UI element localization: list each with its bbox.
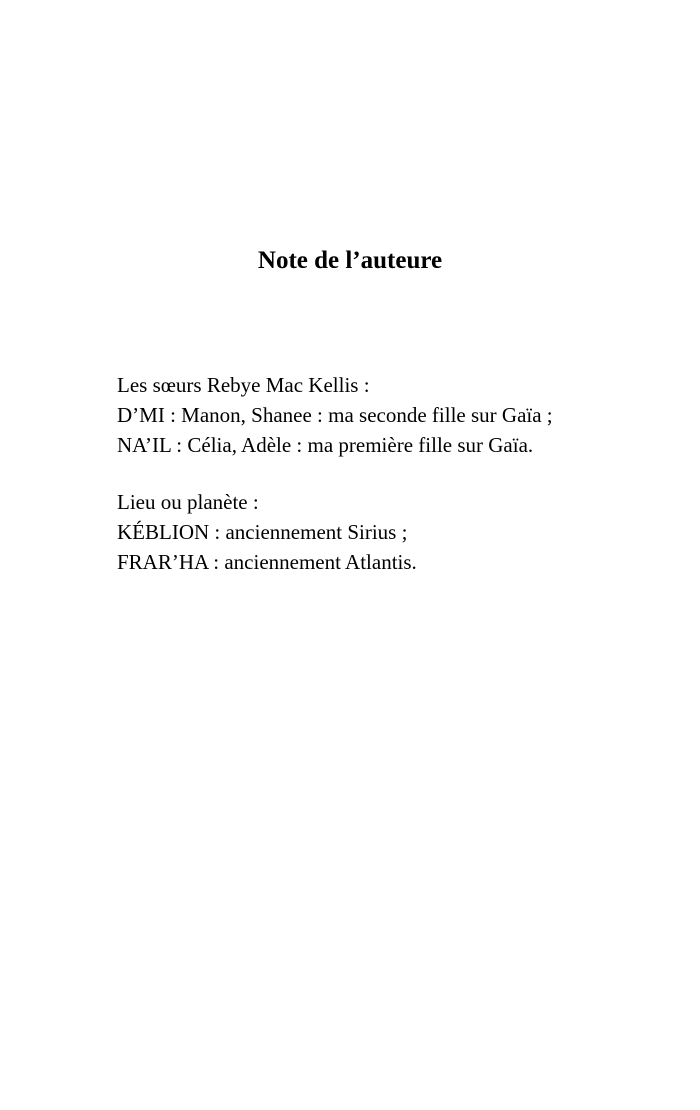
sister-entry-nail: NA’IL : Célia, Adèle : ma première fille sur Gaïa. <box>117 433 534 457</box>
places-section <box>117 487 677 577</box>
place-entry-frarha: FRAR’HA : anciennement Atlantis. <box>117 550 417 574</box>
sisters-section <box>117 370 677 460</box>
places-heading: Lieu ou planète : <box>117 490 259 514</box>
sisters-heading: Les sœurs Rebye Mac Kellis : <box>117 373 370 397</box>
page-title: Note de l’auteure <box>257 247 443 274</box>
sister-entry-dmi: D’MI : Manon, Shanee : ma seconde fille sur Gaïa ; <box>117 403 553 427</box>
place-entry-keblion: KÉBLION : anciennement Sirius ; <box>117 520 408 544</box>
